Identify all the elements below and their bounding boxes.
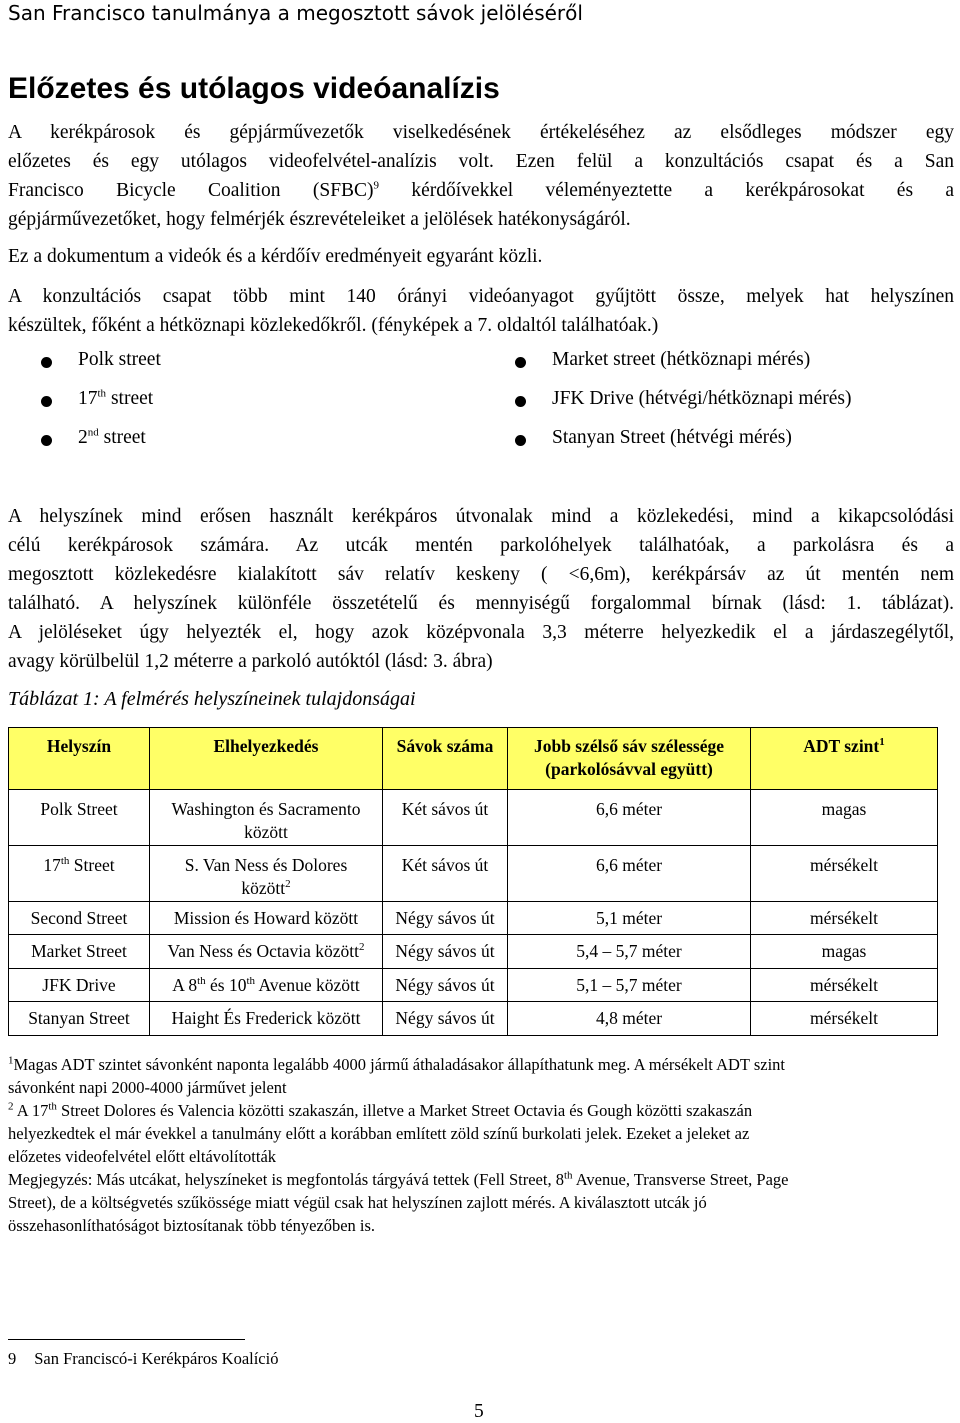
intro-line: előzetes és egy utólagos videofelvétel-analízis volt. Ezen felül a konzultációs csapat és a San <box>8 151 954 172</box>
list-item: 2nd street <box>8 423 161 462</box>
sites-line: avagy körülbelül 1,2 méterre a parkoló autóktól (lásd: 3. ábra) <box>8 651 493 672</box>
table-cell: magas <box>751 790 938 846</box>
table-cell: Négy sávos út <box>383 935 508 969</box>
table-row <box>9 935 938 969</box>
list-item: Stanyan Street (hétvégi mérés) <box>482 423 851 462</box>
bullet-icon <box>41 357 52 368</box>
table-cell: Négy sávos út <box>383 969 508 1002</box>
table-cell: mérsékelt <box>751 969 938 1002</box>
table-cell: mérsékelt <box>751 846 938 902</box>
page-number: 5 <box>474 1401 484 1422</box>
table-cell: Stanyan Street <box>9 1002 150 1036</box>
table-note-2: $^2$ A 17th Street Dolores és Valencia közötti szakaszán, illetve a Market Street Octavia és Gough közötti szakaszán <box>8 1100 753 1120</box>
table-cell: 5,4 – 5,7 méter <box>508 935 751 969</box>
table-cell: Haight És Frederick között <box>150 1002 383 1036</box>
table-cell: Négy sávos út <box>383 1002 508 1036</box>
section-title: Előzetes és utólagos videóanalízis <box>8 72 500 105</box>
footnote-separator <box>8 1339 245 1340</box>
table-cell: 5,1 méter <box>508 902 751 935</box>
table-cell: 6,6 méter <box>508 790 751 846</box>
table-cell: 4,8 méter <box>508 1002 751 1036</box>
header-cell: ADT szint$^1$ <box>751 728 938 790</box>
list-item: Market street (hétköznapi mérés) <box>482 345 851 384</box>
sites-line: A helyszínek mind erősen használt kerékpáros útvonalak mind a közlekedési, mind a kikapcsolódási <box>8 506 954 527</box>
table-cell: Mission és Howard között <box>150 902 383 935</box>
table-cell: 6,6 méter <box>508 846 751 902</box>
table-cell: JFK Drive <box>9 969 150 1002</box>
location-list-right <box>482 345 851 462</box>
table-row <box>9 846 938 902</box>
document-note: Ez a dokumentum a videók és a kérdőív eredményeit egyaránt közli. <box>8 246 543 267</box>
table-cell: 5,1 – 5,7 méter <box>508 969 751 1002</box>
running-header: San Francisco tanulmánya a megosztott sávok jelöléséről <box>8 1 583 25</box>
table-row <box>9 902 938 935</box>
header-cell: Sávok száma <box>383 728 508 790</box>
bullet-icon <box>515 435 526 446</box>
table-header-row <box>9 728 938 790</box>
bullet-icon <box>41 435 52 446</box>
table-note-1: $^1$Magas ADT szintet sávonként naponta legalább 4000 jármű áthaladásakor állapíthatunk meg. A mérsékelt ADT szint <box>8 1054 785 1074</box>
team-paragraph <box>8 282 954 340</box>
table-cell: Négy sávos út <box>383 902 508 935</box>
table-row <box>9 1002 938 1036</box>
table-cell: 17th Street <box>9 846 150 902</box>
location-list-left <box>8 345 161 462</box>
table-cell: mérsékelt <box>751 902 938 935</box>
table-cell: Polk Street <box>9 790 150 846</box>
table-cell: Van Ness és Octavia között$^2$ <box>150 935 383 969</box>
intro-paragraph <box>8 118 954 234</box>
table-row <box>9 790 938 846</box>
intro-line: gépjárművezetőket, hogy felmérjék észrevételeiket a jelölések hatékonyságáról. <box>8 209 631 230</box>
header-cell: Helyszín <box>9 728 150 790</box>
sites-line: megosztott közlekedésre kialakított sáv relatív keskeny ( <6,6m), kerékpársáv az út mentén nem <box>8 564 954 585</box>
table-note-1-cont: sávonként napi 2000-4000 járművet jelent <box>8 1078 287 1097</box>
table-note-3-cont: Street), de a költségvetés szűkössége miatt végül csak hat helyszínen zajlott mérés. A kiválasztott utcák jó <box>8 1193 707 1212</box>
header-cell: Elhelyezkedés <box>150 728 383 790</box>
sites-table <box>8 727 938 1036</box>
table-cell: mérsékelt <box>751 1002 938 1036</box>
table-cell: Washington és Sacramento között <box>150 790 383 846</box>
table-cell: Két sávos út <box>383 846 508 902</box>
list-item: Polk street <box>8 345 161 384</box>
sites-line: található. A helyszínek különféle összetételű és mennyiségű forgalommal bírnak (lásd: 1. táblázat). <box>8 593 954 614</box>
sites-line: célú kerékpárosok számára. Az utcák mentén parkolóhelyek találhatóak, a parkolásra és a <box>8 535 954 556</box>
table-cell: A 8th és 10th Avenue között <box>150 969 383 1002</box>
table-cell: Két sávos út <box>383 790 508 846</box>
table-notes <box>8 1053 954 1237</box>
table-note-2-cont: helyezkedtek el már évekkel a tanulmány előtt a korábban említett zöld színű burkolati jelek. Ezeket a jeleket az <box>8 1124 750 1143</box>
table-note-3: Megjegyzés: Más utcákat, helyszíneket is megfontolás tárgyává tettek (Fell Street, 8th Avenue, Transverse Street, Page <box>8 1169 789 1189</box>
team-line: A konzultációs csapat több mint 140 órányi videóanyagot gyűjtött össze, melyek hat helyszínen <box>8 286 954 307</box>
table-cell: S. Van Ness és Dolores között$^2$ <box>150 846 383 902</box>
sites-line: A jelöléseket úgy helyezték el, hogy azok középvonala 3,3 méterre helyezkedik el a járdaszegélytől, <box>8 622 954 643</box>
table-row <box>9 969 938 1002</box>
bullet-icon <box>41 396 52 407</box>
footnote-ref: 9 <box>373 179 380 192</box>
table-cell: Market Street <box>9 935 150 969</box>
table-cell: magas <box>751 935 938 969</box>
sites-paragraph <box>8 502 954 676</box>
list-item: 17th street <box>8 384 161 423</box>
list-item: JFK Drive (hétvégi/hétköznapi mérés) <box>482 384 851 423</box>
table-caption: Táblázat 1: A felmérés helyszíneinek tulajdonságai <box>8 688 416 710</box>
bullet-icon <box>515 357 526 368</box>
table-note-3-cont: összehasonlíthatóságot biztosítanak több tényezőben is. <box>8 1216 376 1235</box>
table-note-2-cont: előzetes videofelvétel előtt eltávolították <box>8 1147 277 1166</box>
team-line: készültek, főként a hétköznapi közlekedőkről. (fényképek a 7. oldaltól találhatóak.) <box>8 315 659 336</box>
intro-line: Francisco Bicycle Coalition (SFBC)$^9$ kérdőívekkel véleményeztette a kerékpárosokat és a <box>8 179 954 201</box>
table-cell: Second Street <box>9 902 150 935</box>
bullet-icon <box>515 396 526 407</box>
header-cell: Jobb szélső sáv szélessége (parkolósávval együtt) <box>508 728 751 790</box>
footnote: 9 San Franciscó-i Kerékpáros Koalíció <box>8 1349 279 1368</box>
intro-line: A kerékpárosok és gépjárművezetők viselkedésének értékeléséhez az elsődleges módszer egy <box>8 122 954 143</box>
